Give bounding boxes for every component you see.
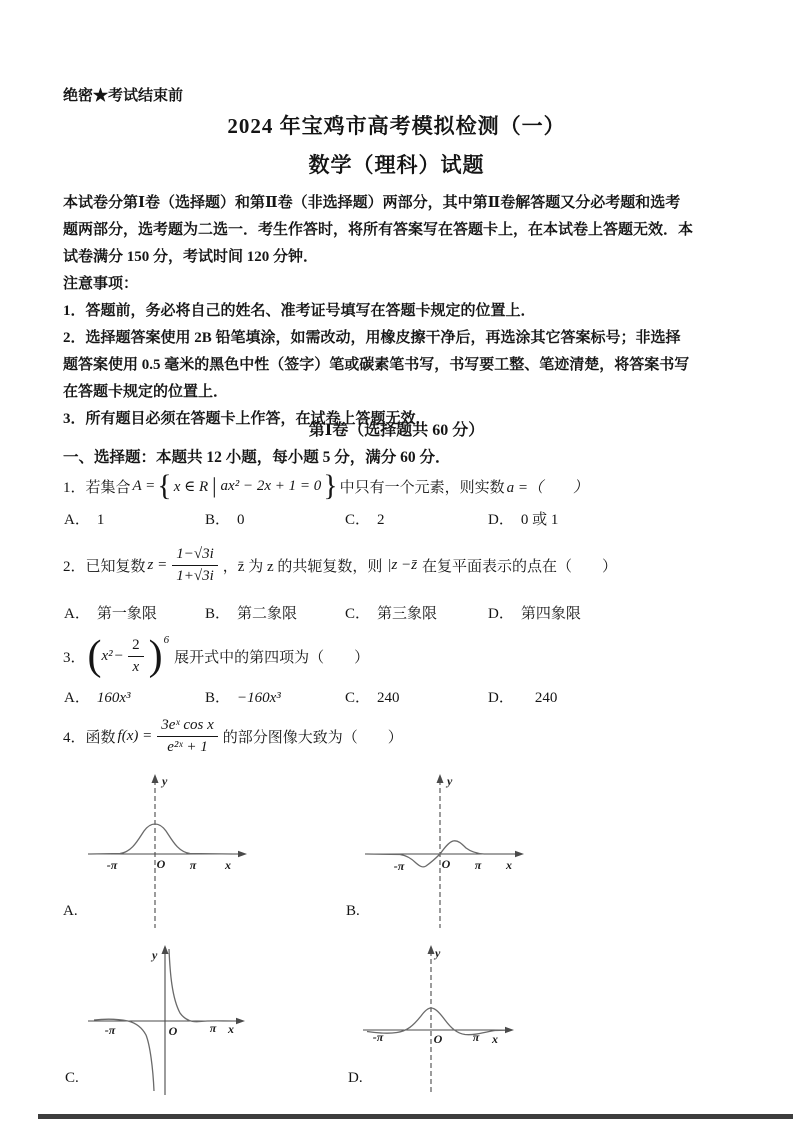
q4-frac-denominator: e²ˣ + 1 [167, 738, 208, 755]
y-axis-label: y [447, 774, 453, 788]
curve-bell-with-dips [367, 1008, 505, 1035]
option-label: D． [488, 606, 514, 622]
graph-option-d [355, 943, 535, 1098]
graph-option-b [355, 770, 535, 932]
graph-label-d: D. [348, 1070, 363, 1086]
q3-frac-denominator: x [132, 658, 140, 675]
q3-paren-close: ) [148, 633, 163, 679]
q3-frac-numerator: 2 [128, 636, 144, 657]
q2-fraction [172, 545, 218, 586]
q2-post: 在复平面表示的点在（ ） [422, 558, 618, 575]
q3-fraction [128, 636, 144, 677]
q1-brace-open: { [157, 469, 172, 502]
option-text: −160x³ [237, 690, 281, 706]
y-axis-arrow-icon [152, 774, 159, 783]
question-4-stem [63, 710, 403, 762]
origin-label: O [168, 1024, 178, 1038]
x-axis-arrow-icon [236, 1018, 245, 1024]
y-axis-arrow-icon [162, 945, 169, 954]
graph-label-b: B. [346, 903, 360, 919]
graph-label-c: C. [65, 1070, 79, 1086]
intro-line: 题两部分，选考题为二选一．考生作答时，将所有答案写在答题卡上，在本试卷上答题无效．本 [63, 222, 694, 238]
y-axis-arrow-icon [428, 945, 435, 954]
page-title: 2024 年宝鸡市高考模拟检测（一） [227, 114, 566, 138]
option-text: 2 [377, 512, 385, 528]
option-label: A． [64, 606, 90, 622]
tick-neg-pi: -π [372, 1030, 384, 1044]
option-text: 0 或 1 [520, 512, 559, 528]
q4-number: 4． [63, 729, 86, 746]
q2-option-a [64, 602, 157, 623]
option-label: B． [205, 606, 231, 622]
x-axis-arrow-icon [515, 851, 524, 857]
graph-label-a: A. [63, 903, 78, 919]
option-label: A． [64, 512, 90, 528]
q2-option-d [488, 602, 581, 623]
option-label: A． [64, 690, 90, 706]
q3-minus: − [114, 647, 124, 664]
note-line: 1．答题前，务必将自己的姓名、准考证号填写在答题卡规定的位置上． [63, 303, 536, 319]
option-text: 0 [237, 512, 245, 528]
tick-pi: π [189, 858, 197, 872]
q4-f-eq: f(x) = [117, 727, 153, 744]
question-2-options [64, 602, 774, 624]
option-text: 160x³ [96, 690, 131, 706]
q3-post: 展开式中的第四项为（ ） [174, 649, 370, 666]
q2-frac-denominator: 1+√3i [176, 567, 214, 584]
option-label: C． [345, 512, 371, 528]
q2-pre: 已知复数 [85, 558, 146, 575]
q4-pre: 函数 [85, 729, 116, 746]
origin-label: O [441, 857, 451, 871]
intro-line: 本试卷分第Ⅰ卷（选择题）和第Ⅱ卷（非选择题）两部分，其中第Ⅱ卷解答题又分必考题和选考 [63, 195, 681, 211]
q2-z-eq: z = [147, 556, 168, 573]
q1-pre: 若集合 [85, 479, 131, 496]
q2-number: 2． [63, 558, 86, 575]
q1-equation: ax² − 2x + 1 = 0 [220, 477, 322, 494]
x-axis-label: x [492, 1032, 498, 1046]
page-subtitle: 数学（理科）试题 [308, 153, 485, 177]
option-text: 第二象限 [237, 606, 298, 622]
graph-option-a [80, 770, 260, 932]
origin-label: O [156, 857, 166, 871]
q1-option-d [488, 508, 558, 529]
q2-frac-numerator: 1−√3i [172, 545, 218, 566]
y-axis-arrow-icon [437, 774, 444, 783]
option-text: 240 [534, 690, 558, 706]
option-text: 240 [377, 690, 400, 706]
section-subheading: 一、选择题：本题共 12 小题，每小题 5 分，满分 60 分． [63, 449, 451, 466]
note-line: 3．所有题目必须在答题卡上作答，在试卷上答题无效． [63, 411, 431, 427]
question-1-stem [63, 468, 588, 504]
secrecy-notice: 绝密★考试结束前 [63, 88, 184, 104]
q2-comma: ， [222, 558, 238, 575]
x-axis-arrow-icon [505, 1027, 514, 1033]
note-line: 题答案使用 0.5 毫米的黑色中性（签字）笔或碳素笔书写，书写要工整、笔迹清楚，将答案书写 [63, 357, 690, 373]
q1-option-a [64, 508, 104, 529]
option-label: C． [345, 606, 371, 622]
q1-number: 1． [63, 479, 86, 496]
tick-neg-pi: -π [104, 1023, 116, 1037]
note-line: 在答题卡规定的位置上． [63, 384, 229, 400]
q2-mid: z̄ 为 z 的共轭复数，则 [237, 558, 383, 575]
q1-set-lhs: A = [132, 477, 156, 494]
page-bottom-scan-edge [38, 1114, 793, 1119]
y-axis-label: y [435, 946, 441, 960]
x-axis-label: x [228, 1022, 234, 1036]
question-3-stem [63, 628, 369, 684]
curve-right-branch [169, 949, 232, 1022]
y-axis-label: y [152, 948, 158, 962]
option-label: C． [345, 690, 371, 706]
q2-option-b [205, 602, 297, 623]
origin-label: O [433, 1032, 443, 1046]
graph-option-c [80, 943, 260, 1098]
x-axis-label: x [225, 858, 231, 872]
section-heading: 第Ⅰ卷（选择题共 60 分） [308, 422, 485, 439]
q3-base: x² [101, 647, 113, 664]
curve-left-branch [94, 1019, 154, 1091]
curve-bell [90, 824, 232, 854]
q3-option-a [64, 686, 131, 707]
q1-option-b [205, 508, 245, 529]
question-2-stem [63, 538, 617, 592]
q3-option-b [205, 686, 281, 707]
option-text: 1 [96, 512, 105, 528]
tick-neg-pi: -π [106, 858, 118, 872]
question-3-options [64, 686, 774, 708]
option-text: 第三象限 [377, 606, 438, 622]
q1-element: x ∈ R [173, 478, 209, 495]
q1-brace-close: } [323, 469, 338, 502]
q4-fraction [157, 716, 218, 757]
q1-set-divider: | [212, 473, 217, 498]
question-1-options [64, 508, 774, 530]
x-axis-arrow-icon [238, 851, 247, 857]
option-text: 第四象限 [520, 606, 581, 622]
q1-post: 中只有一个元素，则实数 [339, 479, 505, 496]
option-label: B． [205, 690, 231, 706]
option-label: B． [205, 512, 231, 528]
option-label: D． [488, 690, 514, 706]
q3-paren-open: ( [87, 633, 102, 679]
tick-pi: π [474, 858, 482, 872]
note-line: 2．选择题答案使用 2B 铅笔填涂，如需改动，用橡皮擦干净后，再选涂其它答案标号；非选择 [63, 330, 681, 346]
q3-exponent: 6 [163, 634, 170, 646]
intro-and-notes [63, 190, 739, 433]
y-axis-label: y [162, 774, 168, 788]
notes-heading: 注意事项： [63, 276, 139, 292]
q4-post: 的部分图像大致为（ ） [222, 729, 403, 746]
option-text: 第一象限 [96, 606, 157, 622]
q3-option-c [345, 686, 400, 707]
tick-pi: π [209, 1021, 217, 1035]
q2-option-c [345, 602, 437, 623]
option-label: D． [488, 512, 514, 528]
q2-expression: |z −z̄ [387, 556, 418, 573]
tick-neg-pi: -π [393, 859, 405, 873]
q1-var-eq: a =（ ） [506, 479, 589, 496]
tick-pi: π [472, 1030, 480, 1044]
q4-frac-numerator: 3eˣ cos x [157, 716, 218, 737]
x-axis-label: x [506, 858, 512, 872]
q3-option-d [488, 686, 557, 707]
q1-option-c [345, 508, 385, 529]
intro-line: 试卷满分 150 分，考试时间 120 分钟． [63, 249, 319, 265]
q3-number: 3． [63, 649, 86, 666]
